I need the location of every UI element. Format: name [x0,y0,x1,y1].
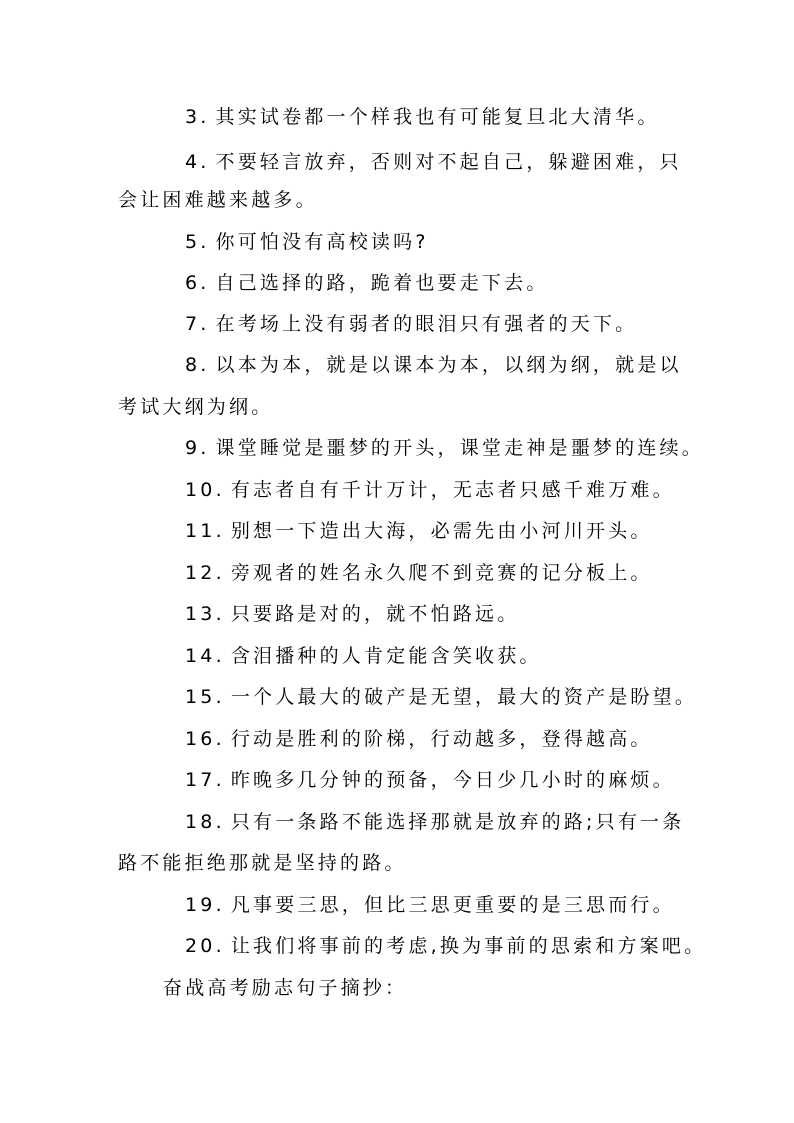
text-line [185,105,660,129]
item-number: 10. [185,479,225,501]
line-text: 其实试卷都一个样我也有可能复旦北大清华。 [215,106,660,128]
item-number: 20. [185,935,225,957]
item-number: 8. [185,354,210,376]
text-line [185,519,653,543]
item-number: 14. [185,645,225,667]
line-text: 昨晚多几分钟的预备，今日少几小时的麻烦。 [230,769,675,791]
text-line [185,727,653,751]
text-line [185,312,637,336]
item-number: 18. [185,811,225,833]
section-heading [163,976,407,1000]
item-number: 13. [185,603,225,625]
item-number: 3. [185,106,210,128]
line-text: 让我们将事前的考虑,换为事前的思索和方案吧。 [230,935,707,957]
text-line [185,934,706,958]
text-line [185,230,429,254]
item-number: 5. [185,231,210,253]
text-line [185,602,519,626]
text-line [118,188,318,212]
item-number: 7. [185,313,210,335]
line-text: 别想一下造出大海，必需先由小河川开头。 [230,520,653,542]
text-line [185,768,675,792]
line-text: 奋战高考励志句子摘抄： [163,977,408,999]
line-text: 有志者自有千计万计，无志者只感千难万难。 [230,479,675,501]
item-number: 17. [185,769,225,791]
text-line [118,395,273,419]
line-text: 你可怕没有高校读吗? [215,231,429,253]
item-number: 16. [185,728,225,750]
line-text: 以本为本，就是以课本为本，以纲为纲，就是以 [215,354,682,376]
line-text: 只要路是对的，就不怕路远。 [230,603,520,625]
line-text: 含泪播种的人肯定能含笑收获。 [230,645,542,667]
line-text: 考试大纲为纲。 [118,396,274,418]
item-number: 12. [185,562,225,584]
line-text: 旁观者的姓名永久爬不到竞赛的记分板上。 [230,562,653,584]
item-number: 11. [185,520,225,542]
text-line [185,561,653,585]
text-line [185,353,682,377]
text-line [185,436,704,460]
item-number: 9. [185,437,210,459]
item-number: 6. [185,272,210,294]
line-text: 凡事要三思，但比三思更重要的是三思而行。 [230,894,675,916]
text-line [185,810,684,834]
text-line [185,150,682,174]
line-text: 只有一条路不能选择那就是放弃的路;只有一条 [230,811,685,833]
text-line [185,478,675,502]
item-number: 19. [185,894,225,916]
text-line [185,685,697,709]
text-line [185,271,549,295]
line-text: 一个人最大的破产是无望，最大的资产是盼望。 [230,686,698,708]
line-text: 会让困难越来越多。 [118,189,318,211]
text-line [118,851,407,875]
line-text: 不要轻言放弃，否则对不起自己，躲避困难，只 [215,151,682,173]
text-line [185,644,542,668]
line-text: 在考场上没有弱者的眼泪只有强者的天下。 [215,313,638,335]
item-number: 4. [185,151,210,173]
line-text: 课堂睡觉是噩梦的开头，课堂走神是噩梦的连续。 [215,437,704,459]
text-line [185,893,675,917]
line-text: 行动是胜利的阶梯，行动越多，登得越高。 [230,728,653,750]
item-number: 15. [185,686,225,708]
line-text: 路不能拒绝那就是坚持的路。 [118,852,407,874]
line-text: 自己选择的路，跪着也要走下去。 [215,272,549,294]
